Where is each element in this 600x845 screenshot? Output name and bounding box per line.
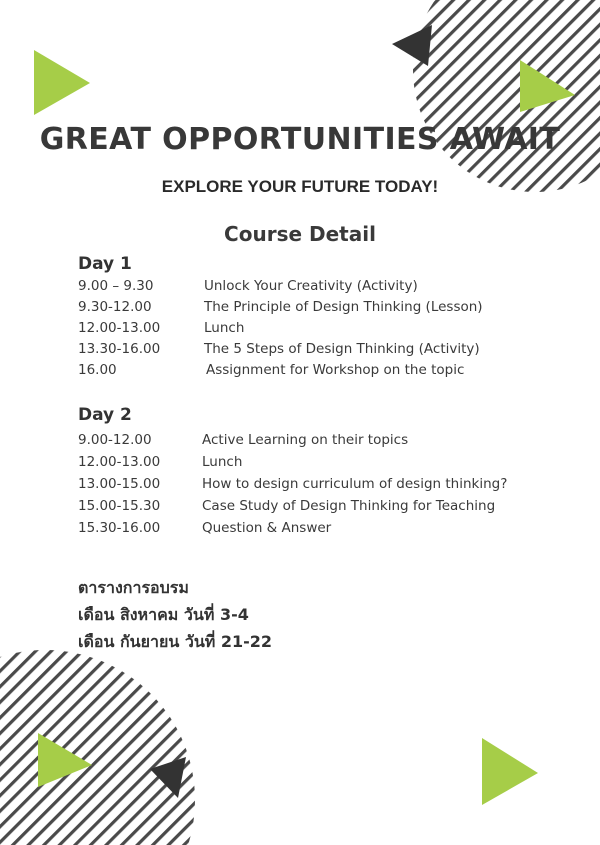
day-2-heading: Day 2 — [78, 405, 132, 425]
green-triangle-top-left — [34, 50, 90, 115]
row-time: 15.00-15.30 — [78, 498, 161, 514]
poster-subtitle: EXPLORE YOUR FUTURE TODAY! — [161, 177, 439, 196]
row-activity: Unlock Your Creativity (Activity) — [204, 278, 418, 294]
row-time: 12.00-13.00 — [78, 454, 161, 470]
dark-triangle-top — [392, 25, 432, 66]
row-activity: Assignment for Workshop on the topic — [206, 362, 465, 378]
green-triangle-bottom-right — [482, 738, 538, 805]
row-activity: Lunch — [204, 320, 245, 336]
row-activity: The Principle of Design Thinking (Lesson) — [204, 299, 483, 315]
striped-circle-bottom-left — [0, 650, 195, 845]
row-time: 15.30-16.00 — [78, 520, 161, 536]
course-detail-heading: Course Detail — [224, 222, 376, 246]
row-time: 9.00 – 9.30 — [78, 278, 154, 294]
row-time: 13.00-15.00 — [78, 476, 161, 492]
row-activity: Case Study of Design Thinking for Teaching — [202, 498, 496, 514]
row-activity: How to design curriculum of design thinking? — [202, 476, 508, 492]
schedule-heading: ตารางการอบรม — [78, 578, 189, 597]
row-time: 9.30-12.00 — [78, 299, 152, 315]
schedule-session-september: เดือน กันยายน วันที่ 21-22 — [78, 632, 273, 651]
row-time: 16.00 — [78, 362, 117, 378]
row-activity: Question & Answer — [202, 520, 332, 536]
row-time: 12.00-13.00 — [78, 320, 161, 336]
day-1-heading: Day 1 — [78, 254, 132, 274]
row-activity: Lunch — [202, 454, 243, 470]
row-activity: Active Learning on their topics — [202, 432, 409, 448]
row-time: 13.30-16.00 — [78, 341, 161, 357]
schedule-session-august: เดือน สิงหาคม วันที่ 3-4 — [78, 605, 249, 624]
striped-circle-top-right — [413, 0, 600, 192]
row-activity: The 5 Steps of Design Thinking (Activity) — [204, 341, 480, 357]
poster-title: GREAT OPPORTUNITIES AWAIT — [39, 122, 561, 157]
row-time: 9.00-12.00 — [78, 432, 152, 448]
